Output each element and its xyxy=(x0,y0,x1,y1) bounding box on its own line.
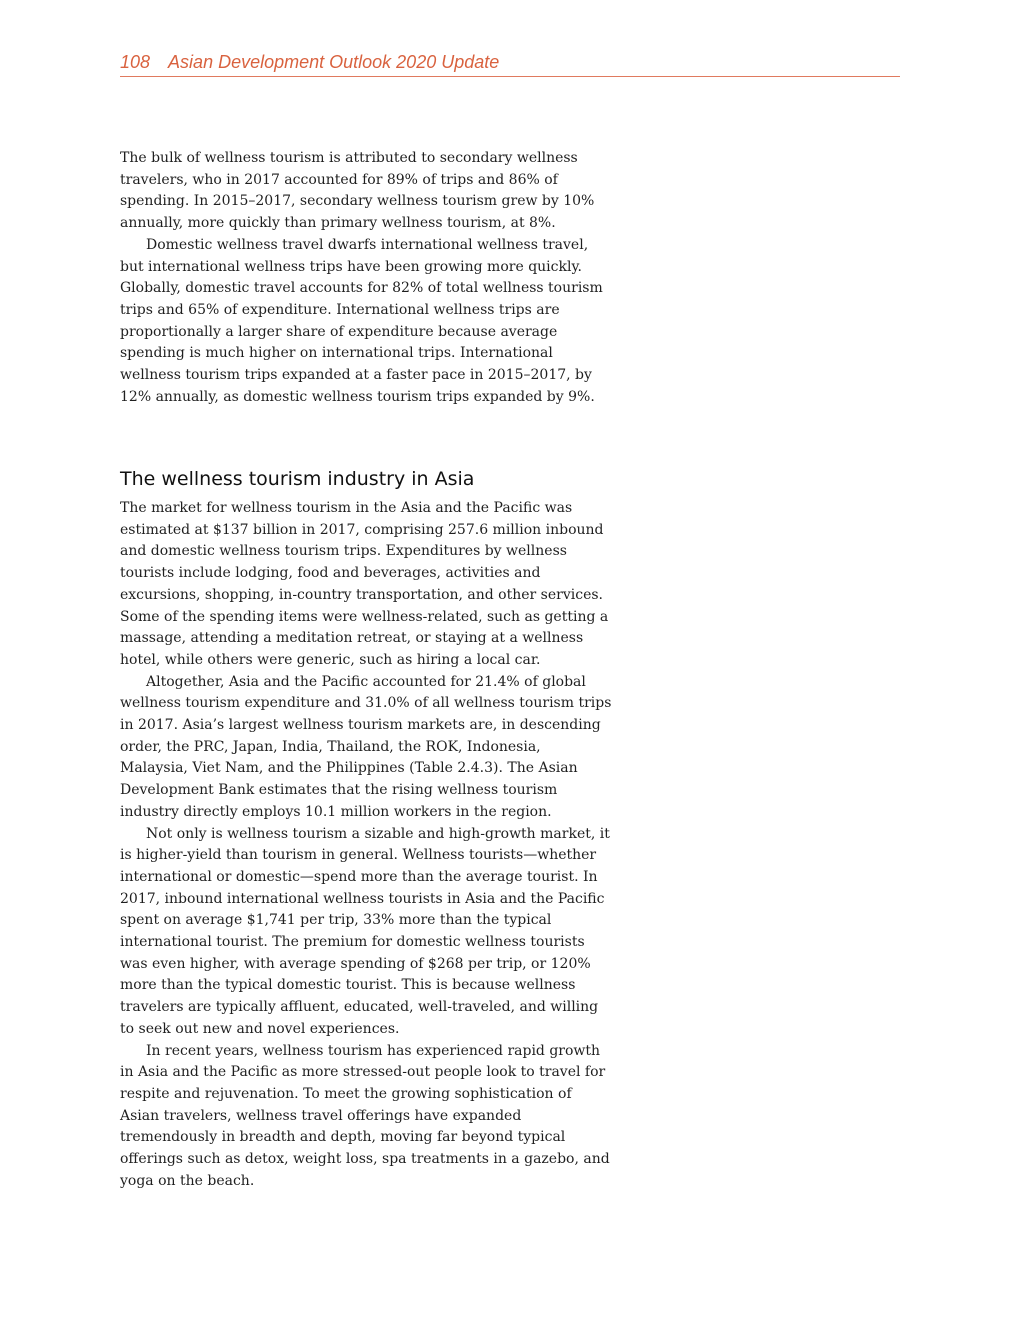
intro-paragraph: The bulk of wellness tourism is attributed to secondary wellness travelers, who in 2017 accounted for 89% of trips and 86% of spending. In 2015–2017, secondary wellness tourism grew by 10% annually, more quickly than primary wellness tourism, at 8%. xyxy=(120,150,595,232)
body-column xyxy=(120,148,612,1193)
body-paragraph: Altogether, Asia and the Pacific accounted for 21.4% of global wellness tourism expenditure and 31.0% of all wellness tourism trips in 2017. Asia’s largest wellness tourism markets are, in descending order, the PRC, Japan, India, Thailand, the ROK, Indonesia, Malaysia, Viet Nam, and the Philippines (Table 2.4.3). The Asian Development Bank estimates that the rising wellness tourism industry directly employs 10.1 million workers in the region. xyxy=(120,673,612,820)
body-paragraph: Not only is wellness tourism a sizable and high-growth market, it is higher-yield than tourism in general. Wellness tourists—whether international or domestic—spend more than the average tourist. In 2017, inbound international wellness tourists in Asia and the Pacific spent on average $1,741 per trip, 33% more than the typical international tourist. The premium for domestic wellness tourists was even higher, with average spending of $268 per trip, or 120% more than the typical domestic tourist. This is because wellness travelers are typically affluent, educated, well-traveled, and willing to seek out new and novel experiences. xyxy=(120,825,610,1037)
intro-section xyxy=(120,148,612,432)
page-number: 108 xyxy=(120,52,151,72)
body-paragraph: The market for wellness tourism in the Asia and the Pacific was estimated at $137 billion in 2017, comprising 257.6 million inbound and domestic wellness tourism trips. Expenditures by wellness tourists include lodging, food and beverages, activities and excursions, shopping, in-country transportation, and other services. Some of the spending items were wellness-related, such as getting a massage, attending a meditation retreat, or staying at a wellness hotel, while others were generic, such as hiring a local car. xyxy=(120,500,609,668)
section-heading: The wellness tourism industry in Asia xyxy=(120,468,475,490)
body-paragraph: In recent years, wellness tourism has experienced rapid growth in Asia and the Pacific as more stressed-out people look to travel for respite and rejuvenation. To meet the growing sophistication of Asian travelers, wellness travel offerings have expanded tremendously in breadth and depth, moving far beyond typical offerings such as detox, weight loss, spa treatments in a gazebo, and yoga on the beach. xyxy=(120,1042,610,1189)
intro-paragraph: Domestic wellness travel dwarfs international wellness travel, but international wellness trips have been growing more quickly. Globally, domestic travel accounts for 82% of total wellness tourism trips and 65% of expenditure. International wellness trips are proportionally a larger share of expenditure because average spending is much higher on international trips. International wellness tourism trips expanded at a faster pace in 2015–2017, by 12% annually, as domestic wellness tourism trips expanded by 9%. xyxy=(120,236,603,405)
running-head xyxy=(120,50,900,77)
publication-title: Asian Development Outlook 2020 Update xyxy=(168,52,500,72)
